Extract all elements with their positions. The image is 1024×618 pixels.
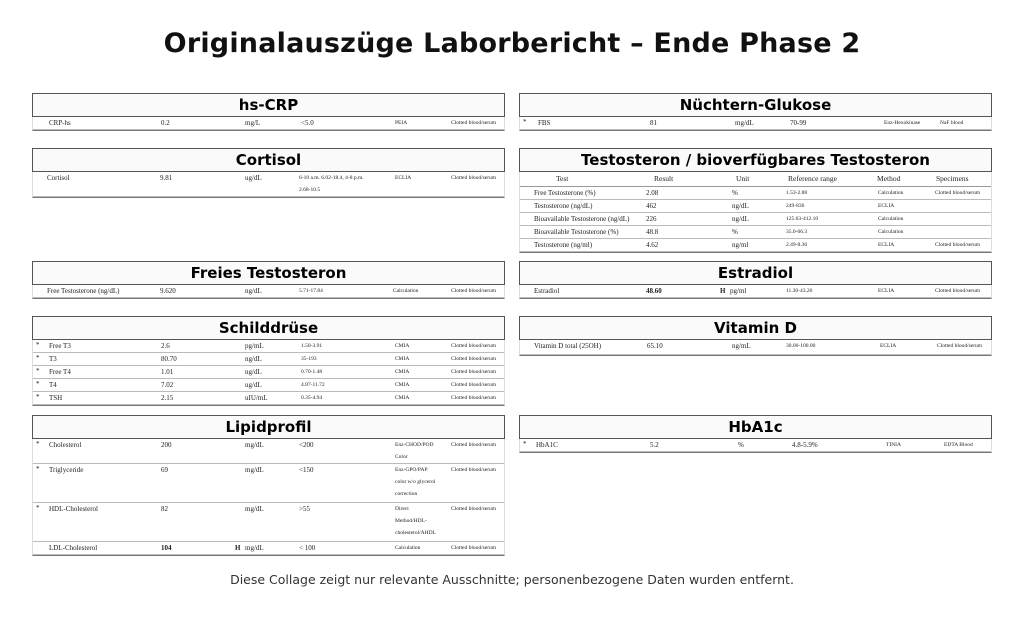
panel-cortisol [32,148,505,198]
result: 1.01 [161,368,174,376]
table-row [33,172,504,197]
unit: ng/dL [245,368,262,376]
test-name: Estradiol [534,287,560,295]
reference-range: 125.63-412.10 [786,216,819,222]
unit: ng/ml [732,241,749,249]
result: 462 [646,202,657,210]
method-line: Color [395,454,408,460]
test-name: FBS [538,119,551,127]
column-header-result: Result [654,174,674,183]
panel-body [519,117,992,131]
unit: ng/mL [732,342,751,350]
column-header-test: Test [556,174,569,183]
reference-range: >55 [299,505,310,513]
result: 80.70 [161,355,177,363]
result: 48.60 [646,287,662,295]
unit: pg/ml [730,287,747,295]
reference-range: 70-99 [790,119,807,127]
unit: mg/dL [735,119,754,127]
panel-heading: HbA1c [519,415,992,439]
test-name: Triglyceride [49,466,84,474]
specimen: Clotted blood/serum [451,382,497,388]
panel-estradiol [519,261,992,299]
table-row [33,464,504,503]
high-flag: H [235,544,241,552]
result: 226 [646,215,657,223]
panel-heading: Freies Testosteron [32,261,505,285]
panel-body [519,172,992,253]
flag-marker: * [36,341,40,349]
specimen: Clotted blood/serum [935,288,981,294]
panel-body [32,439,505,556]
test-name: Testosterone (ng/ml) [534,241,593,249]
table-header-row [520,172,991,187]
reference-range: 0.35-4.94 [301,395,323,401]
result: 2.15 [161,394,174,402]
panel-testosterone [519,148,992,253]
unit: mg/dL [245,505,264,513]
panel-vitamin-d [519,316,992,356]
specimen: Clotted blood/serum [935,242,981,248]
panel-heading: Testosteron / bioverfügbares Testosteron [519,148,992,172]
method: ECLIA [880,343,897,349]
reference-range: <200 [299,441,314,449]
table-row [520,187,991,200]
table-row [520,239,991,252]
specimen: Clotted blood/serum [451,343,497,349]
method: CMIA [395,382,410,388]
reference-range: 249-836 [786,203,805,209]
table-row [33,366,504,379]
method: CMIA [395,356,410,362]
flag-marker: * [36,393,40,401]
specimen: Clotted blood/serum [451,356,497,362]
result: 2.6 [161,342,170,350]
result: 200 [161,441,172,449]
panel-body [519,340,992,356]
method: PEIA [395,120,408,126]
test-name: Cholesterol [49,441,82,449]
panel-free-testosterone [32,261,505,299]
method: Calculation [878,216,904,222]
unit: ng/dL [732,202,749,210]
flag-marker: * [36,440,40,448]
result: 48.8 [646,228,659,236]
table-row [520,439,991,452]
method-line: Calculation [395,545,421,551]
test-name: HDL-Cholesterol [49,505,98,513]
reference-range: 30.00-100.00 [786,343,816,349]
reference-range: < 100 [299,544,316,552]
reference-range: 1.50-3.91 [301,343,323,349]
table-rows [520,187,991,252]
method-line: cholesterol/AHDL [395,530,436,536]
unit: mg/dL [245,466,264,474]
table-row [520,200,991,213]
column-header-unit: Unit [736,174,750,183]
test-name: Free T4 [49,368,71,376]
panel-fasting-glucose [519,93,992,131]
column-header-method: Method [877,174,901,183]
test-name: Free Testosterone (ng/dL) [47,287,120,295]
table-row [33,503,504,542]
flag-marker: * [36,465,40,473]
table-row [33,439,504,464]
result: 4.62 [646,241,659,249]
panel-body [519,285,992,299]
unit: ug/dL [245,174,262,182]
panel-body [32,285,505,299]
panel-body [32,172,505,198]
flag-marker: * [523,118,527,126]
unit: % [732,189,738,197]
unit: ng/dL [732,215,749,223]
method: CMIA [395,369,410,375]
unit: ng/dL [245,355,262,363]
specimen: Clotted blood/serum [935,190,981,196]
method-line: Method/HDL- [395,518,427,524]
specimen: Clotted blood/serum [937,343,983,349]
reference-range: 1.53-2.88 [786,190,808,196]
unit: mg/dL [245,441,264,449]
method-line: Direct [395,506,409,512]
test-name: T4 [49,381,57,389]
method: CMIA [395,395,410,401]
result: 69 [161,466,168,474]
specimen: Clotted blood/serum [451,506,497,512]
reference-range: 4.8-5.9% [792,441,818,449]
table-row [520,226,991,239]
test-name: Free Testosterone (%) [534,189,596,197]
result: 2.08 [646,189,659,197]
reference-range: 11.30-43.20 [786,288,813,294]
method: CMIA [395,343,410,349]
specimen: Clotted blood/serum [451,369,497,375]
method-line: correction [395,491,418,497]
table-row [520,213,991,226]
method-line: Enz-GPO/PAP [395,467,428,473]
method: ECLIA [878,242,895,248]
flag-marker: * [36,367,40,375]
result: 5.2 [650,441,659,449]
panel-body [32,117,505,131]
panel-heading: Estradiol [519,261,992,285]
result: 9.620 [160,287,176,295]
reference-range: <5.0 [301,119,314,127]
table-row [520,117,991,130]
reference-range: 35-193 [301,356,317,362]
flag-marker: * [36,354,40,362]
test-name: Vitamin D total (25OH) [534,342,602,350]
result: 81 [650,119,657,127]
test-name: T3 [49,355,57,363]
column-header-specimens: Specimens [936,174,969,183]
unit: uIU/mL [245,394,268,402]
method: TINIA [886,442,901,448]
reference-range: 2.49-8.36 [786,242,808,248]
specimen: Clotted blood/serum [451,442,497,448]
column-header-reference-range: Reference range [788,174,837,183]
method: Enz-Hexokinase [884,120,921,126]
table-row [520,285,991,298]
panel-heading: Nüchtern-Glukose [519,93,992,117]
table-row [33,353,504,366]
high-flag: H [720,287,726,295]
result: 7.02 [161,381,174,389]
panel-heading: Vitamin D [519,316,992,340]
panel-hba1c [519,415,992,453]
method: ECLIA [395,175,412,181]
unit: ug/dL [245,381,262,389]
test-name: Bioavailable Testosterone (ng/dL) [534,215,630,223]
flag-marker: * [36,380,40,388]
result: 9.81 [160,174,173,182]
reference-range: 5.71-17.84 [299,288,323,294]
specimen: Clotted blood/serum [451,545,497,551]
table-row [33,542,504,555]
reference-range: 4.87-11.72 [301,382,325,388]
reference-range: <150 [299,466,314,474]
specimen: Clotted blood/serum [451,288,497,294]
test-name: Free T3 [49,342,71,350]
panel-body [519,439,992,453]
method-line: color w/o glycerol [395,479,436,485]
panel-lipid [32,415,505,556]
method: Calculation [878,229,904,235]
test-name: Testosterone (ng/dL) [534,202,593,210]
unit: pg/mL [245,342,264,350]
panel-hs-crp [32,93,505,131]
panel-heading: hs-CRP [32,93,505,117]
unit: % [738,441,744,449]
result: 0.2 [161,119,170,127]
test-name: Bioavailable Testosterone (%) [534,228,619,236]
method: Calculation [878,190,904,196]
unit: % [732,228,738,236]
specimen: Clotted blood/serum [451,395,497,401]
panel-heading: Schilddrüse [32,316,505,340]
table-row [520,340,991,355]
specimen: EDTA Blood [944,442,973,448]
method-line: Enz-CHOD/POD [395,442,434,448]
test-name: HbA1C [536,441,558,449]
result: 65.10 [647,342,663,350]
table-row [33,285,504,298]
test-name: Cortisol [47,174,70,182]
table-row [33,379,504,392]
table-row [33,340,504,353]
reference-range-line-2: 2.68-10.5 [299,187,321,193]
panel-thyroid [32,316,505,406]
reference-range: 35.0-66.3 [786,229,808,235]
table-row [33,117,504,130]
result: 82 [161,505,168,513]
method: ECLIA [878,288,895,294]
specimen: Clotted blood/serum [451,175,497,181]
flag-marker: * [523,440,527,448]
unit: mg/L [245,119,261,127]
panel-heading: Lipidprofil [32,415,505,439]
specimen: Clotted blood/serum [451,120,497,126]
test-name: LDL-Cholesterol [49,544,98,552]
reference-range-line-1: 6-10 a.m. 6.02-18.4, 4-8 p.m. [299,175,364,181]
flag-marker: * [36,504,40,512]
method: ECLIA [878,203,895,209]
test-name: CRP-hs [49,119,71,127]
result: 104 [161,544,172,552]
unit: mg/dL [245,544,264,552]
footer-caption: Diese Collage zeigt nur relevante Ausschnitte; personenbezogene Daten wurden entfernt. [230,572,794,587]
panel-heading: Cortisol [32,148,505,172]
table-row [33,392,504,405]
reference-range: 0.70-1.48 [301,369,323,375]
panel-body [32,340,505,406]
test-name: TSH [49,394,63,402]
specimen: NaF blood [940,120,964,126]
page-title: Originalauszüge Laborbericht – Ende Phase 2 [163,28,861,59]
unit: ng/dL [245,287,262,295]
specimen: Clotted blood/serum [451,467,497,473]
method: Calculation [393,288,419,294]
